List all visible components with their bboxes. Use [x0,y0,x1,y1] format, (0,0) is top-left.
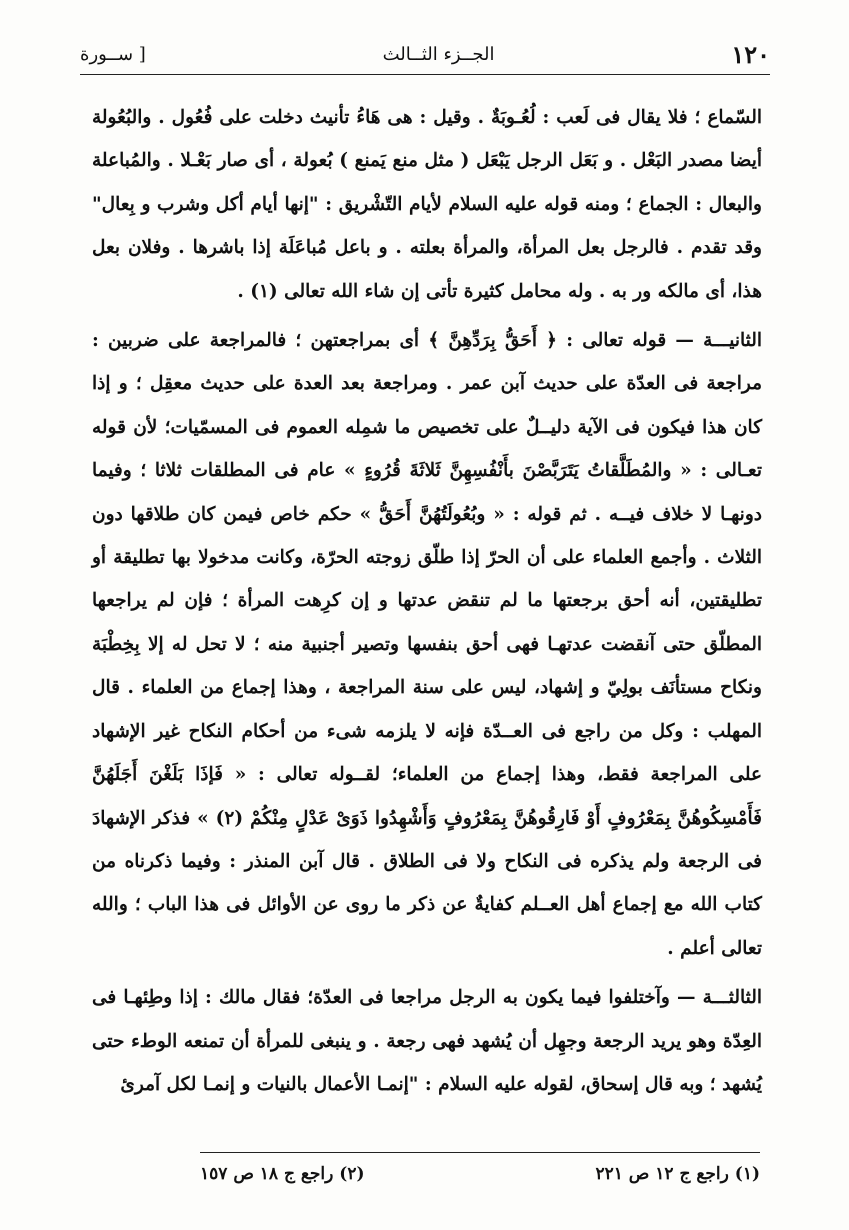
body-text [92,96,762,1106]
running-title: الجــزء الثــالث [382,43,495,65]
paragraph-1: السّماع ؛ فلا يقال فى لَعب : لُعُـوبَةٌ . وقيل : هى هَاءُ تأنيث دخلت على فُعُول . والبُعُولة أيضا مصدر البَعْل . و بَعَل الرجل يَبْعَل ( مثل منع يَمنع ) بُعولة ، أى صار بَعْـلا . والمُباعلة والبعال : الجماع ؛ ومنه قوله عليه السلام لأيام التّشْريق : "إنها أيام أكل وشرب و بِعال" وقد تقدم . فالرجل بعل المرأة، والمرأة بعلته . و باعل مُباعَلَة إذا باشرها . وفلان بعل هذا، أى مالكه ور به . وله محامل كثيرة تأتى إن شاء الله تعالى (١) . [92,107,762,302]
paragraph-3: الثالثـــة — وآختلفوا فيما يكون به الرجل مراجعا فى العدّة؛ فقال مالك : إذا وطِئهـا فى العِدّة وهو يريد الرجعة وجهِل أن يُشهد فهى رجعة . و ينبغى للمرأة أن تمنعه الوطء حتى يُشهد ؛ وبه قال إسحاق، لقوله عليه السلام : "إنمـا الأعمال بالنيات و إنمـا لكل آمرئ [92,987,762,1095]
header-rule [80,74,770,75]
footnotes [200,1152,760,1189]
surah-label: [ ســورة [80,43,146,65]
footnote-2: (٢) راجع ج ١٨ ص ١٥٧ [200,1164,365,1184]
page-header [80,36,770,72]
paragraph-2: الثانيـــة — قوله تعالى : ﴿ أَحَقُّ بِرَدِّهِنَّ ﴾ أى بمراجعتهن ؛ فالمراجعة على ضربين : مراجعة فى العدّة على حديث آبن عمر . ومراجعة بعد العدة على حديث معقِل ؛ و إذا كان هذا فيكون فى الآية دليــلٌ على تخصيص ما شمِله العموم فى المسمّيات؛ لأن قوله تعـالى : « والمُطَلَّقاتُ يَتَرَبَّصْنَ بأَنْفُسِهِنَّ ثَلاثَةَ قُرُوءٍ » عام فى المطلقات ثلاثا ؛ وفيما دونهـا لا خلاف فيــه . ثم قوله : « وبُعُولَتُهُنَّ أَحَقُّ » حكم خاص فيمن كان طلاقها دون الثلاث . وأجمع العلماء على أن الحرّ إذا طلّق زوجته الحرّة، وكانت مدخولا بها تطليقة أو تطليقتين، أنه أحق برجعتها ما لم تنقض عدتها و إن كرِهت المرأة ؛ فإن لم يراجعها المطلّق حتى آنقضت عدتهـا فهى أحق بنفسها وتصير أجنبية منه ؛ لا تحل له إلا بِخِطْبَة ونكاح مستأنَف بولِيّ و إشهاد، ليس على سنة المراجعة ، وهذا إجماع من العلماء . قال المهلب : وكل من راجع فى العــدّة فإنه لا يلزمه شىء من أحكام النكاح غير الإشهاد على المراجعة فقط، وهذا إجماع من العلماء؛ لقــوله تعالى : « فَإذَا بَلَغْنَ أَجَلَهُنَّ فَأَمْسِكُوهُنَّ بِمَعْرُوفٍ أَوْ فَارِقُوهُنَّ بِمَعْرُوفٍ وَأَشْهِدُوا ذَوَىْ عَدْلٍ مِنْكُمْ (٢) » فذكر الإشهادَ فى الرجعة ولم يذكره فى النكاح ولا فى الطلاق . قال آبن المنذر : وفيما ذكرناه من كتاب الله مع إجماع أهل العــلم كفايةٌ عن ذكر ما روى عن الأوائل فى هذا الباب ؛ والله تعالى أعلم . [92,330,762,959]
page-number: ١٢٠ [731,39,770,69]
footnote-1: (١) راجع ج ١٢ ص ٢٢١ [595,1164,760,1184]
